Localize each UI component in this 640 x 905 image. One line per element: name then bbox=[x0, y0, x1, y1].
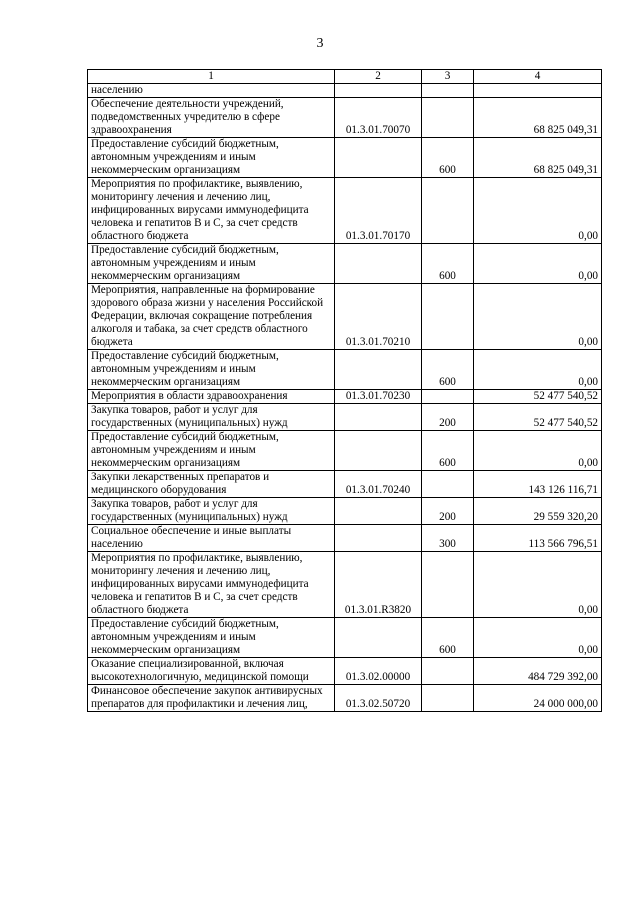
cell-name: Предоставление субсидий бюджетным, автономным учреждениям и иным некоммерческим организациям bbox=[88, 350, 335, 390]
cell-code bbox=[335, 431, 422, 471]
cell-type bbox=[422, 471, 474, 498]
cell-name: Закупки лекарственных препаратов и медицинского оборудования bbox=[88, 471, 335, 498]
cell-amount: 0,00 bbox=[474, 552, 602, 618]
cell-amount: 0,00 bbox=[474, 350, 602, 390]
cell-type bbox=[422, 390, 474, 404]
cell-amount: 0,00 bbox=[474, 431, 602, 471]
cell-code: 01.3.01.70170 bbox=[335, 178, 422, 244]
cell-name: Закупка товаров, работ и услуг для государственных (муниципальных) нужд bbox=[88, 404, 335, 431]
table-header bbox=[88, 70, 602, 84]
cell-code: 01.3.01.70210 bbox=[335, 284, 422, 350]
cell-name: Финансовое обеспечение закупок антивирусных препаратов для профилактики и лечения лиц, bbox=[88, 685, 335, 712]
table-row bbox=[88, 350, 602, 390]
column-header-3: 3 bbox=[422, 70, 474, 84]
cell-name: Мероприятия по профилактике, выявлению, мониторингу лечения и лечению лиц, инфицированных вирусами иммунодефицита человека и гепатитов В и С, за счет средств областного бюджета bbox=[88, 552, 335, 618]
cell-code bbox=[335, 350, 422, 390]
budget-table bbox=[87, 69, 602, 712]
cell-name: Предоставление субсидий бюджетным, автономным учреждениям и иным некоммерческим организациям bbox=[88, 138, 335, 178]
cell-code: 01.3.01.R3820 bbox=[335, 552, 422, 618]
cell-amount: 0,00 bbox=[474, 244, 602, 284]
table-row bbox=[88, 138, 602, 178]
cell-code bbox=[335, 84, 422, 98]
cell-amount: 143 126 116,71 bbox=[474, 471, 602, 498]
page-number: 3 bbox=[316, 36, 324, 51]
cell-amount: 68 825 049,31 bbox=[474, 98, 602, 138]
table-row bbox=[88, 404, 602, 431]
cell-type: 600 bbox=[422, 431, 474, 471]
table-row bbox=[88, 244, 602, 284]
cell-amount: 29 559 320,20 bbox=[474, 498, 602, 525]
table-row bbox=[88, 498, 602, 525]
cell-type bbox=[422, 84, 474, 98]
cell-type: 600 bbox=[422, 138, 474, 178]
cell-code: 01.3.01.70240 bbox=[335, 471, 422, 498]
cell-name: Социальное обеспечение и иные выплаты населению bbox=[88, 525, 335, 552]
cell-amount: 0,00 bbox=[474, 178, 602, 244]
cell-code: 01.3.02.50720 bbox=[335, 685, 422, 712]
column-header-1: 1 bbox=[88, 70, 335, 84]
cell-type: 600 bbox=[422, 618, 474, 658]
cell-amount bbox=[474, 84, 602, 98]
cell-name: Оказание специализированной, включая высокотехнологичную, медицинской помощи bbox=[88, 658, 335, 685]
cell-name: Мероприятия по профилактике, выявлению, мониторингу лечения и лечению лиц, инфицированных вирусами иммунодефицита человека и гепатитов В и С, за счет средств областного бюджета bbox=[88, 178, 335, 244]
cell-code bbox=[335, 138, 422, 178]
column-header-4: 4 bbox=[474, 70, 602, 84]
cell-amount: 0,00 bbox=[474, 284, 602, 350]
table-body bbox=[88, 84, 602, 712]
cell-type bbox=[422, 98, 474, 138]
cell-name: Предоставление субсидий бюджетным, автономным учреждениям и иным некоммерческим организациям bbox=[88, 431, 335, 471]
table-row bbox=[88, 390, 602, 404]
cell-code: 01.3.01.70070 bbox=[335, 98, 422, 138]
table-row bbox=[88, 431, 602, 471]
cell-code bbox=[335, 525, 422, 552]
table-row bbox=[88, 284, 602, 350]
cell-type bbox=[422, 685, 474, 712]
cell-amount: 68 825 049,31 bbox=[474, 138, 602, 178]
cell-amount: 484 729 392,00 bbox=[474, 658, 602, 685]
cell-name: Мероприятия в области здравоохранения bbox=[88, 390, 335, 404]
cell-type: 200 bbox=[422, 404, 474, 431]
table-row bbox=[88, 658, 602, 685]
table-row bbox=[88, 471, 602, 498]
cell-code: 01.3.01.70230 bbox=[335, 390, 422, 404]
cell-amount: 52 477 540,52 bbox=[474, 390, 602, 404]
cell-type: 300 bbox=[422, 525, 474, 552]
cell-type bbox=[422, 658, 474, 685]
cell-amount: 0,00 bbox=[474, 618, 602, 658]
table-row bbox=[88, 525, 602, 552]
cell-name: населению bbox=[88, 84, 335, 98]
cell-code bbox=[335, 618, 422, 658]
column-header-2: 2 bbox=[335, 70, 422, 84]
cell-name: Мероприятия, направленные на формирование здорового образа жизни у населения Российской Федерации, включая сокращение потребления алкоголя и табака, за счет средств областного бюджета bbox=[88, 284, 335, 350]
cell-name: Предоставление субсидий бюджетным, автономным учреждениям и иным некоммерческим организациям bbox=[88, 244, 335, 284]
header-row bbox=[88, 70, 602, 84]
cell-name: Закупка товаров, работ и услуг для государственных (муниципальных) нужд bbox=[88, 498, 335, 525]
cell-name: Предоставление субсидий бюджетным, автономным учреждениям и иным некоммерческим организациям bbox=[88, 618, 335, 658]
table-row bbox=[88, 552, 602, 618]
cell-amount: 24 000 000,00 bbox=[474, 685, 602, 712]
cell-code bbox=[335, 244, 422, 284]
cell-type bbox=[422, 178, 474, 244]
cell-type bbox=[422, 552, 474, 618]
cell-code bbox=[335, 498, 422, 525]
cell-type: 200 bbox=[422, 498, 474, 525]
cell-amount: 52 477 540,52 bbox=[474, 404, 602, 431]
cell-type: 600 bbox=[422, 350, 474, 390]
cell-type: 600 bbox=[422, 244, 474, 284]
table-row bbox=[88, 618, 602, 658]
table-row bbox=[88, 84, 602, 98]
cell-amount: 113 566 796,51 bbox=[474, 525, 602, 552]
cell-name: Обеспечение деятельности учреждений, подведомственных учредителю в сфере здравоохранения bbox=[88, 98, 335, 138]
table-row bbox=[88, 98, 602, 138]
cell-type bbox=[422, 284, 474, 350]
cell-code: 01.3.02.00000 bbox=[335, 658, 422, 685]
cell-code bbox=[335, 404, 422, 431]
table-row bbox=[88, 685, 602, 712]
table-row bbox=[88, 178, 602, 244]
